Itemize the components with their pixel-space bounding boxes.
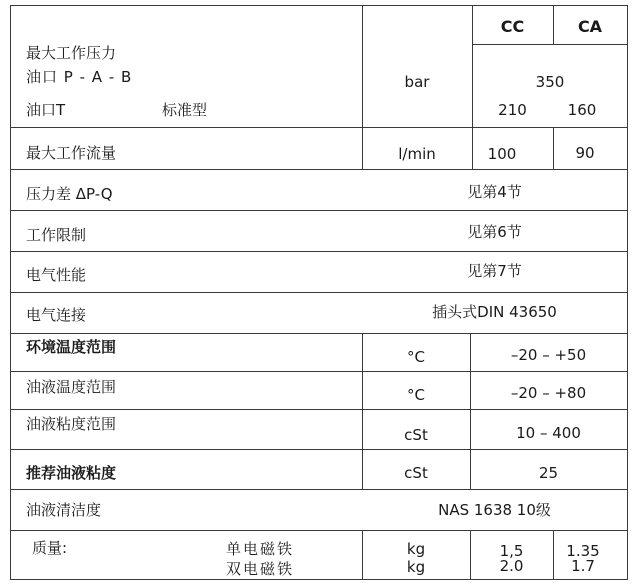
electrical-label: 电气性能 [26, 266, 87, 284]
pressure-unit: bar [404, 73, 430, 91]
rule [10, 5, 628, 6]
col-header-ca: CA [577, 17, 603, 36]
rule [10, 127, 628, 128]
mass-unit-single: kg [406, 540, 426, 558]
mass-label: 质量: [32, 539, 68, 557]
fluid-temp-unit: °C [407, 386, 425, 404]
viscosity-range-unit: cSt [404, 426, 428, 444]
col-header-cc: CC [500, 17, 525, 36]
rule [10, 449, 628, 450]
pressure-drop-value: 见第4节 [467, 183, 522, 201]
mass-single-cc-value: 1,5 [499, 542, 524, 560]
rule [10, 371, 628, 372]
rule [10, 169, 628, 170]
flow-label: 最大工作流量 [26, 144, 117, 162]
rule [10, 251, 628, 252]
flow-unit: l/min [398, 145, 436, 163]
flow-ca-value: 90 [575, 144, 595, 162]
rule [627, 5, 628, 580]
connection-value: 插头式DIN 43650 [432, 303, 557, 321]
flow-cc-value: 100 [487, 145, 517, 163]
rule [10, 489, 628, 490]
pressure-pab-value: 350 [535, 73, 565, 91]
recommended-viscosity-label: 推荐油液粘度 [26, 464, 117, 482]
pressure-port-t: 油口T [26, 101, 66, 119]
pressure-t-cc-value: 210 [498, 101, 527, 119]
ambient-temp-value: –20 – +50 [510, 346, 587, 364]
pressure-drop-label: 压力差 ΔP-Q [26, 185, 113, 203]
ambient-temp-label: 环境温度范围 [26, 338, 117, 356]
mass-double-cc-value: 2.0 [499, 557, 524, 575]
recommended-viscosity-value: 25 [538, 464, 559, 482]
rule [10, 292, 628, 293]
mass-unit-double: kg [406, 558, 426, 576]
rule [10, 530, 628, 531]
connection-label: 电气连接 [26, 306, 87, 324]
mass-single-solenoid-label: 单电磁铁 [226, 540, 295, 558]
operating-limits-label: 工作限制 [26, 226, 87, 244]
rule [10, 210, 628, 211]
cleanliness-value: NAS 1638 10级 [438, 501, 551, 519]
ambient-temp-unit: °C [407, 348, 425, 366]
mass-double-ca-value: 1.7 [571, 557, 595, 575]
pressure-label: 最大工作压力 [26, 44, 117, 62]
cleanliness-label: 油液清洁度 [26, 501, 102, 519]
electrical-value: 见第7节 [467, 262, 522, 280]
pressure-standard-label: 标准型 [162, 101, 208, 119]
rule [10, 409, 628, 410]
mass-double-solenoid-label: 双电磁铁 [226, 560, 295, 578]
rule [472, 44, 628, 45]
fluid-temp-label: 油液温度范围 [26, 378, 117, 396]
operating-limits-value: 见第6节 [467, 223, 522, 241]
rule [10, 333, 628, 334]
mass-single-ca-value: 1.35 [566, 542, 600, 560]
fluid-temp-value: –20 – +80 [510, 384, 587, 402]
pressure-port-pab: 油口 P - A - B [26, 68, 133, 86]
pressure-t-ca-value: 160 [567, 101, 597, 119]
rule [10, 5, 11, 580]
viscosity-range-label: 油液粘度范围 [26, 415, 117, 433]
viscosity-range-value: 10 – 400 [516, 424, 581, 442]
rule [10, 579, 628, 580]
recommended-viscosity-unit: cSt [404, 464, 428, 482]
